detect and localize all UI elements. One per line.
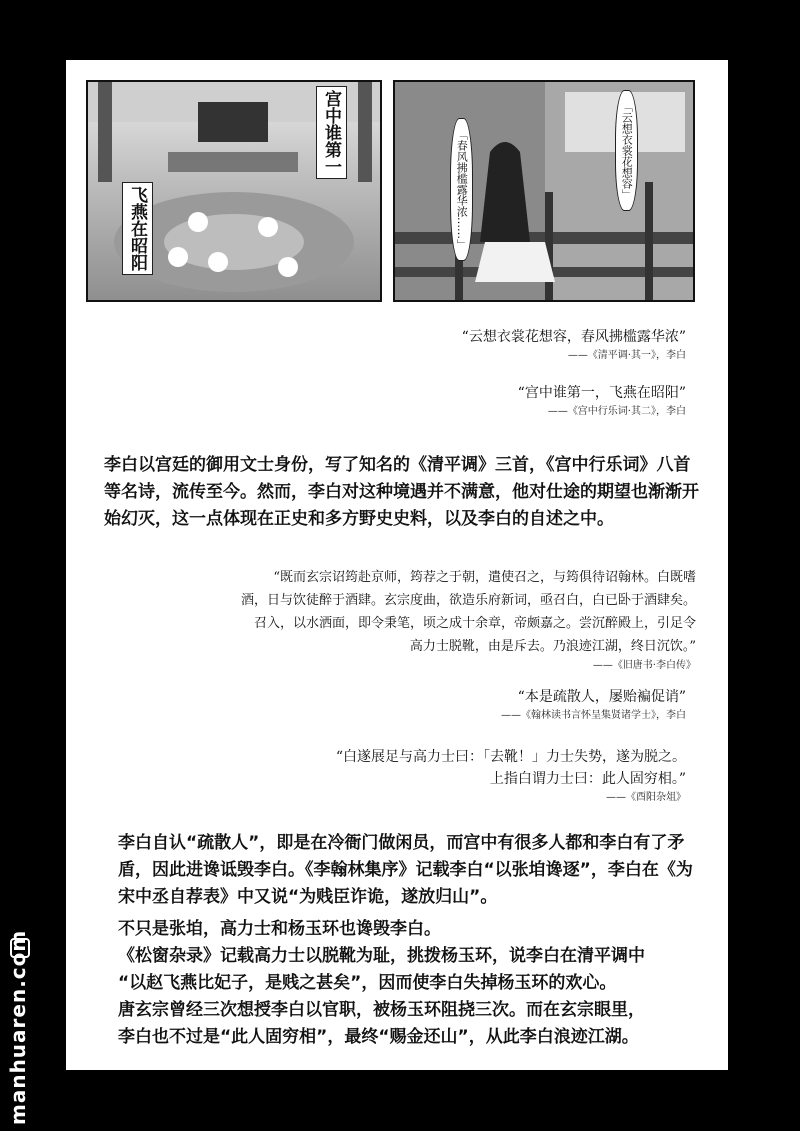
- quote-line: “云想衣裳花想容，春风拂槛露华浓”: [461, 329, 686, 345]
- quote-qingpingdiao: [462, 326, 686, 364]
- paragraph-line: 唐玄宗曾经三次想授李白以官职，被杨玉环阻挠三次。而在玄宗眼里，: [118, 1000, 645, 1020]
- quote-line: “既而玄宗诏筠赴京师，筠荐之于朝，遣使召之，与筠俱待诏翰林。白既嗜: [273, 570, 696, 585]
- quote-hanlin: [501, 686, 686, 724]
- paragraph-line: 李白也不过是“此人固穷相”，最终“赐金还山”，从此李白浪迹江湖。: [118, 1027, 639, 1047]
- quote-line: 酒，日与饮徒醉于酒肆。玄宗度曲，欲造乐府新词，亟召白，白已卧于酒肆矣。: [240, 593, 696, 608]
- paragraph-line: 《松窗杂录》记载高力士以脱靴为耻，挑拨杨玉环，说李白在清平调中: [118, 946, 645, 966]
- quote-line: 召入，以水洒面，即令秉笔，顷之成十余章，帝颇嘉之。尝沉醉殿上，引足令: [253, 616, 696, 631]
- paragraph-slander: 李白自认“疏散人”，即是在冷衙门做闲员，而宫中有很多人都和李白有了矛盾，因此进谗诋毁李白。《李翰林集序》记载李白“以张垍谗逐”，李白在《为宋中丞自荐表》中又说“为贱臣诈诡，遂放归山”。: [118, 833, 693, 907]
- caption-palace-first: 宫中谁第一: [316, 86, 347, 179]
- quote-jiutangshu: [96, 566, 696, 674]
- paragraph-yang-yuhuan: [118, 916, 708, 1051]
- comic-page: [66, 60, 728, 1070]
- quote-source: ——《清平调·其一》，李白: [567, 350, 686, 361]
- paragraph-intro: 李白以宫廷的御用文士身份，写了知名的《清平调》三首，《宫中行乐词》八首等名诗，流传至今。然而，李白对这种境遇并不满意，他对仕途的期望也渐渐开始幻灭，这一点体现在正史和多方野史史料，以及李白的自述之中。: [104, 455, 699, 529]
- quote-line: 高力士脱靴，由是斥去。乃浪迹江湖，终日沉饮。”: [409, 639, 696, 654]
- balcony-scene-illustration: [395, 82, 693, 300]
- quote-youyang: [336, 746, 686, 806]
- watermark-text: manhuaren.com: [6, 929, 30, 1125]
- panel-balcony-poet: [393, 80, 695, 302]
- speech-bubble-cloud-verse: 「云想衣裳花想容」: [615, 90, 638, 211]
- quote-source: ——《酉阳杂俎》: [606, 792, 686, 803]
- quote-source: ——《旧唐书·李白传》: [592, 660, 696, 671]
- quote-line: “白遂展足与高力士曰：「去靴！」力士失势，遂为脱之。: [335, 749, 686, 765]
- caption-feiyan: 飞燕在昭阳: [122, 182, 153, 275]
- quote-source: ——《翰林读书言怀呈集贤诸学士》，李白: [501, 710, 686, 721]
- quote-source: ——《宫中行乐词·其二》，李白: [547, 406, 686, 417]
- quote-line: “本是疏散人，屡贻褊促诮”: [517, 689, 686, 705]
- panel-palace-dance: [86, 80, 382, 302]
- quote-line: 上指白谓力士曰：此人固穷相。”: [489, 771, 686, 787]
- quote-line: “宫中谁第一，飞燕在昭阳”: [517, 385, 686, 401]
- paragraph-line: “以赵飞燕比妃子，是贱之甚矣”，因而使李白失掉杨玉环的欢心。: [118, 973, 617, 993]
- quote-gongzhong: [518, 382, 686, 420]
- speech-bubble-spring-verse: 「春风拂槛露华浓……」: [450, 118, 473, 261]
- paragraph-line: 不只是张垍，高力士和杨玉环也谗毁李白。: [118, 919, 441, 939]
